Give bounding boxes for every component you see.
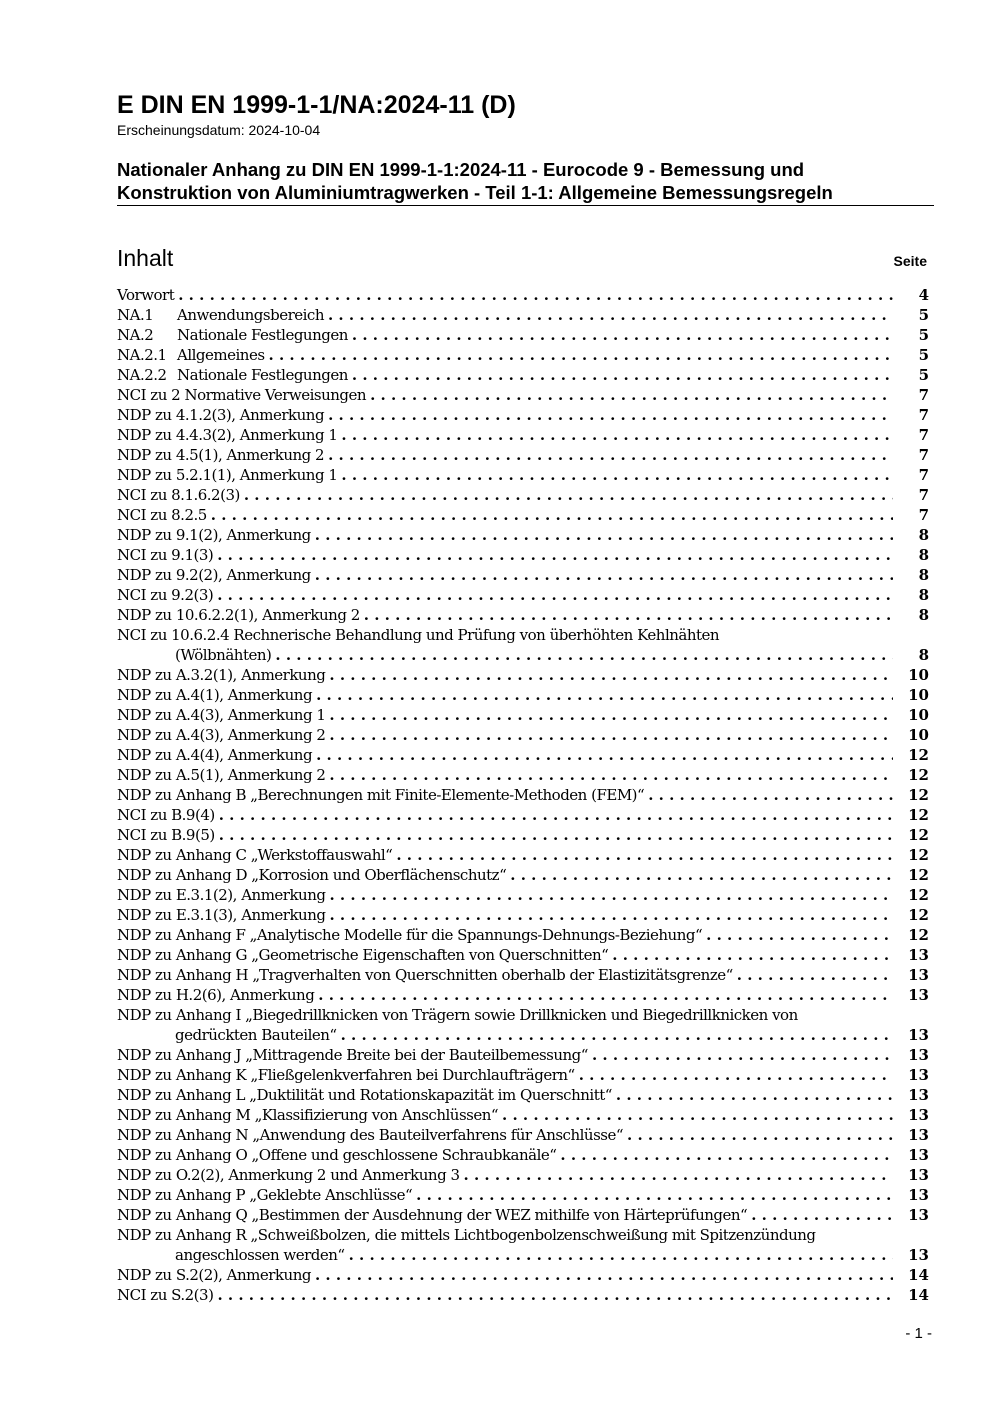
- toc-entry-title: [117, 925, 702, 945]
- toc-leader-dots: [416, 1185, 893, 1205]
- toc-entry-label: NDP zu Anhang K „Fließgelenkverfahren bei Durchlaufträgern“: [117, 1066, 575, 1084]
- toc-leader-dots: [315, 565, 893, 585]
- toc-entry-label: NCI zu 9.2(3): [117, 586, 214, 604]
- toc-entry[interactable]: [117, 425, 929, 445]
- toc-entry-label: NDP zu 4.4.3(2), Anmerkung 1: [117, 426, 338, 444]
- toc-leader-dots: [648, 785, 893, 805]
- toc-entry-label: Nationale Festlegungen: [177, 326, 348, 344]
- document-id: E DIN EN 1999-1-1/NA:2024-11 (D): [117, 91, 516, 119]
- toc-entry[interactable]: [117, 565, 929, 585]
- toc-leader-dots: [329, 905, 893, 925]
- toc-entry[interactable]: [117, 585, 929, 605]
- toc-entry-number: NA.2.1: [117, 346, 167, 364]
- toc-leader-dots: [341, 1025, 893, 1045]
- toc-leader-dots: [364, 605, 893, 625]
- toc-entry-label: NDP zu Anhang J „Mittragende Breite bei der Bauteilbemessung“: [117, 1046, 588, 1064]
- toc-entry-page: 8: [918, 586, 929, 604]
- toc-entry[interactable]: [117, 445, 929, 465]
- toc-entry-label: NDP zu Anhang O „Offene und geschlossene Schraubkanäle“: [117, 1146, 557, 1164]
- toc-entry-label: NCI zu 9.1(3): [117, 546, 214, 564]
- toc-entry-label: NDP zu A.4(1), Anmerkung: [117, 686, 313, 704]
- toc-entry-title: [117, 1045, 588, 1065]
- toc-entry-label: NDP zu A.4(3), Anmerkung 2: [117, 726, 326, 744]
- toc-entry[interactable]: [117, 1265, 929, 1285]
- toc-entry-title: [117, 1265, 311, 1285]
- toc-entry-title: [117, 665, 325, 685]
- toc-leader-dots: [217, 1285, 893, 1305]
- toc-entry-page: 7: [918, 446, 929, 464]
- toc-entry-title: [117, 1165, 460, 1185]
- toc-entry-label: NDP zu Anhang F „Analytische Modelle für die Spannungs-Dehnungs-Beziehung“: [117, 926, 703, 944]
- toc-entry-page: 8: [918, 546, 929, 564]
- toc-entry-label: NDP zu Anhang N „Anwendung des Bauteilverfahrens für Anschlüsse“: [117, 1126, 624, 1144]
- toc-entry-title: [117, 405, 324, 425]
- toc-entry-page: 5: [918, 306, 929, 324]
- toc-entry-page: 13: [908, 946, 929, 964]
- toc-entry[interactable]: [117, 965, 929, 985]
- toc-entry-label: NDP zu A.4(3), Anmerkung 1: [117, 706, 326, 724]
- toc-entry-page: 13: [908, 1246, 929, 1264]
- toc-entry[interactable]: [117, 1205, 929, 1225]
- toc-entry-title: [117, 1285, 213, 1305]
- toc-entry-title: [117, 545, 213, 565]
- toc-entry-page: 13: [908, 1206, 929, 1224]
- toc-entry-title-line-1: NCI zu 10.6.2.4 Rechnerische Behandlung und Prüfung von überhöhten Kehlnähten: [117, 626, 720, 644]
- toc-entry-label: NDP zu H.2(6), Anmerkung: [117, 986, 315, 1004]
- toc-entry[interactable]: [117, 325, 929, 345]
- toc-entry[interactable]: [117, 885, 929, 905]
- toc-entry-page: 5: [918, 366, 929, 384]
- toc-entry-label: NDP zu 4.5(1), Anmerkung 2: [117, 446, 325, 464]
- toc-entry-label: (Wölbnähten): [175, 646, 272, 664]
- toc-entry-title: [175, 1025, 337, 1045]
- toc-entry[interactable]: [117, 605, 929, 625]
- toc-entry-page: 14: [908, 1286, 929, 1304]
- toc-entry-page: 12: [908, 826, 929, 844]
- toc-leader-dots: [370, 385, 893, 405]
- toc-leader-dots: [352, 365, 893, 385]
- toc-entry-title: [117, 365, 348, 385]
- toc-entry-title: [117, 765, 325, 785]
- toc-entry-page: 13: [908, 1086, 929, 1104]
- toc-entry[interactable]: [117, 1165, 929, 1185]
- toc-entry[interactable]: [117, 805, 929, 825]
- toc-leader-dots: [352, 325, 893, 345]
- toc-entry-label: NDP zu 4.1.2(3), Anmerkung: [117, 406, 325, 424]
- toc-entry-page: 12: [908, 766, 929, 784]
- toc-leader-dots: [396, 845, 893, 865]
- publication-date: Erscheinungsdatum: 2024-10-04: [117, 122, 321, 138]
- toc-entry-label: NCI zu S.2(3): [117, 1286, 214, 1304]
- toc-leader-dots: [329, 705, 893, 725]
- toc-entry-page: 12: [908, 906, 929, 924]
- toc-entry-title: [117, 945, 608, 965]
- toc-entry[interactable]: [117, 465, 929, 485]
- toc-leader-dots: [329, 725, 893, 745]
- toc-entry-page: 12: [908, 866, 929, 884]
- toc-entry-title: [117, 885, 325, 905]
- toc-leader-dots: [315, 1265, 893, 1285]
- toc-entry-title: [117, 705, 325, 725]
- toc-leader-dots: [341, 465, 893, 485]
- toc-entry-label: NDP zu Anhang Q „Bestimmen der Ausdehnung der WEZ mithilfe von Härteprüfungen“: [117, 1206, 748, 1224]
- toc-leader-dots: [349, 1245, 893, 1265]
- toc-entry-page: 13: [908, 986, 929, 1004]
- toc-entry[interactable]: [117, 685, 929, 705]
- toc-entry-page: 10: [908, 666, 929, 684]
- toc-entry-title: [117, 565, 311, 585]
- toc-leader-dots: [751, 1205, 893, 1225]
- toc-entry-label: Nationale Festlegungen: [177, 366, 348, 384]
- toc-entry[interactable]: [117, 1285, 929, 1305]
- toc-entry-title: [117, 445, 324, 465]
- toc-entry-page: 13: [908, 1146, 929, 1164]
- toc-entry-page: 13: [908, 1066, 929, 1084]
- toc-leader-dots: [318, 985, 893, 1005]
- toc-leader-dots: [592, 1045, 893, 1065]
- toc-leader-dots: [328, 305, 893, 325]
- toc-entry[interactable]: [117, 365, 929, 385]
- toc-entry-label: NDP zu 9.2(2), Anmerkung: [117, 566, 311, 584]
- toc-entry-title: [117, 845, 392, 865]
- document-title: [117, 158, 937, 204]
- toc-entry-title: [117, 285, 174, 305]
- toc-leader-dots: [627, 1125, 893, 1145]
- toc-entry-label: NDP zu E.3.1(3), Anmerkung: [117, 906, 326, 924]
- toc-entry-label: NDP zu 9.1(2), Anmerkung: [117, 526, 311, 544]
- toc-entry[interactable]: [117, 625, 929, 665]
- toc-entry-title: [117, 685, 312, 705]
- toc-entry-page: 12: [908, 926, 929, 944]
- toc-entry-page: 12: [908, 806, 929, 824]
- toc-entry-number: NA.2.2: [117, 366, 167, 384]
- toc-entry-label: gedrückten Bauteilen“: [175, 1026, 337, 1044]
- page-number: - 1 -: [905, 1325, 932, 1342]
- table-of-contents: [117, 285, 929, 1305]
- toc-entry-label: NDP zu 10.6.2.2(1), Anmerkung 2: [117, 606, 360, 624]
- toc-leader-dots: [211, 505, 893, 525]
- toc-leader-dots: [316, 745, 893, 765]
- toc-entry-page: 8: [918, 646, 929, 664]
- toc-entry-title: [117, 865, 506, 885]
- toc-entry-title: [117, 1105, 498, 1125]
- toc-entry[interactable]: [117, 285, 929, 305]
- title-divider: [117, 205, 934, 206]
- toc-entry-label: Anwendungsbereich: [177, 306, 324, 324]
- toc-entry-number: NA.1: [117, 306, 154, 324]
- toc-entry[interactable]: [117, 925, 929, 945]
- toc-entry-page: 13: [908, 1186, 929, 1204]
- toc-entry-page: 14: [908, 1266, 929, 1284]
- toc-entry-title: [175, 1245, 345, 1265]
- toc-entry-title: [175, 645, 271, 665]
- toc-entry-page: 13: [908, 1126, 929, 1144]
- toc-leader-dots: [244, 485, 893, 505]
- toc-entry[interactable]: [117, 345, 929, 365]
- toc-entry[interactable]: [117, 905, 929, 925]
- toc-leader-dots: [217, 545, 893, 565]
- toc-entry-title: [117, 785, 644, 805]
- toc-entry[interactable]: [117, 825, 929, 845]
- toc-entry[interactable]: [117, 545, 929, 565]
- toc-entry[interactable]: [117, 405, 929, 425]
- toc-entry-label: NDP zu Anhang M „Klassifizierung von Anschlüssen“: [117, 1106, 499, 1124]
- toc-leader-dots: [612, 945, 893, 965]
- toc-entry-label: NCI zu 8.2.5: [117, 506, 207, 524]
- toc-entry-title: [117, 1125, 623, 1145]
- toc-entry-title: [117, 325, 348, 345]
- toc-entry-label: NDP zu Anhang C „Werkstoffauswahl“: [117, 846, 393, 864]
- toc-entry-label: NCI zu 2 Normative Verweisungen: [117, 386, 367, 404]
- toc-leader-dots: [316, 685, 893, 705]
- toc-leader-dots: [502, 1105, 893, 1125]
- toc-leader-dots: [178, 285, 893, 305]
- toc-entry-page: 13: [908, 1106, 929, 1124]
- toc-leader-dots: [329, 765, 893, 785]
- toc-entry[interactable]: [117, 305, 929, 325]
- toc-entry-title: [117, 425, 337, 445]
- toc-entry-label: Vorwort: [117, 286, 175, 304]
- toc-entry-page: 12: [908, 846, 929, 864]
- toc-entry-page: 13: [908, 1166, 929, 1184]
- toc-entry-page: 7: [918, 406, 929, 424]
- toc-entry-page: 7: [918, 466, 929, 484]
- toc-leader-dots: [315, 525, 893, 545]
- toc-entry[interactable]: [117, 485, 929, 505]
- toc-entry-page: 13: [908, 1046, 929, 1064]
- toc-entry-title: [117, 805, 215, 825]
- toc-entry-label: NDP zu S.2(2), Anmerkung: [117, 1266, 311, 1284]
- toc-leader-dots: [560, 1145, 893, 1165]
- toc-entry-title-line-1: NDP zu Anhang R „Schweißbolzen, die mittels Lichtbogenbolzenschweißung mit Spitzenzündung: [117, 1226, 816, 1244]
- toc-entry-page: 10: [908, 706, 929, 724]
- toc-leader-dots: [706, 925, 893, 945]
- toc-leader-dots: [219, 805, 893, 825]
- toc-entry-title: [117, 905, 325, 925]
- toc-leader-dots: [219, 825, 893, 845]
- toc-entry[interactable]: [117, 1065, 929, 1085]
- toc-entry-page: 8: [918, 606, 929, 624]
- toc-leader-dots: [329, 885, 893, 905]
- toc-entry[interactable]: [117, 1145, 929, 1165]
- toc-entry[interactable]: [117, 985, 929, 1005]
- toc-entry-page: 7: [918, 426, 929, 444]
- toc-entry-page: 10: [908, 726, 929, 744]
- toc-entry-title: [117, 485, 240, 505]
- toc-entry[interactable]: [117, 1045, 929, 1065]
- toc-entry-label: NDP zu Anhang L „Duktilität und Rotationskapazität im Querschnitt“: [117, 1086, 612, 1104]
- toc-entry-title: [117, 605, 360, 625]
- toc-entry[interactable]: [117, 865, 929, 885]
- toc-entry-title: [117, 1065, 575, 1085]
- toc-entry[interactable]: [117, 385, 929, 405]
- toc-entry-title: [117, 725, 325, 745]
- toc-entry-page: 12: [908, 886, 929, 904]
- toc-entry-page: 10: [908, 686, 929, 704]
- toc-header: [117, 243, 927, 275]
- toc-leader-dots: [269, 345, 893, 365]
- toc-entry-title: [117, 345, 265, 365]
- toc-entry-label: NCI zu B.9(5): [117, 826, 215, 844]
- toc-leader-dots: [616, 1085, 893, 1105]
- toc-entry-title: [117, 1185, 412, 1205]
- toc-entry[interactable]: [117, 1185, 929, 1205]
- toc-entry-page: 8: [918, 566, 929, 584]
- toc-leader-dots: [328, 405, 893, 425]
- toc-entry[interactable]: [117, 705, 929, 725]
- toc-entry-page: 7: [918, 506, 929, 524]
- toc-entry[interactable]: [117, 745, 929, 765]
- toc-entry[interactable]: [117, 845, 929, 865]
- toc-entry-page: 12: [908, 746, 929, 764]
- toc-entry-title: [117, 985, 314, 1005]
- toc-entry[interactable]: [117, 785, 929, 805]
- toc-entry-label: NDP zu Anhang G „Geometrische Eigenschaften von Querschnitten“: [117, 946, 609, 964]
- toc-entry[interactable]: [117, 1105, 929, 1125]
- toc-entry-label: NDP zu A.3.2(1), Anmerkung: [117, 666, 326, 684]
- toc-entry-title: [117, 825, 215, 845]
- toc-entry-label: NDP zu O.2(2), Anmerkung 2 und Anmerkung 3: [117, 1166, 460, 1184]
- toc-entry-page: 13: [908, 966, 929, 984]
- toc-entry-title: [117, 1205, 747, 1225]
- document-title-line-2: Konstruktion von Aluminiumtragwerken - Teil 1-1: Allgemeine Bemessungsregeln: [117, 182, 833, 203]
- toc-entry[interactable]: [117, 725, 929, 745]
- toc-entry[interactable]: [117, 525, 929, 545]
- toc-leader-dots: [510, 865, 893, 885]
- toc-entry-title: [117, 1145, 556, 1165]
- toc-entry[interactable]: [117, 505, 929, 525]
- toc-entry-label: Allgemeines: [177, 346, 265, 364]
- toc-entry-title: [117, 965, 733, 985]
- toc-leader-dots: [464, 1165, 894, 1185]
- toc-leader-dots: [275, 645, 893, 665]
- toc-heading: Inhalt: [117, 245, 174, 271]
- toc-entry-label: NDP zu Anhang D „Korrosion und Oberflächenschutz“: [117, 866, 507, 884]
- toc-entry-label: NDP zu A.5(1), Anmerkung 2: [117, 766, 326, 784]
- toc-entry-title: [117, 525, 311, 545]
- toc-entry-title: [117, 505, 207, 525]
- toc-entry-page: 7: [918, 486, 929, 504]
- toc-entry-page: 12: [908, 786, 929, 804]
- toc-entry-title: [117, 305, 324, 325]
- toc-entry-page: 8: [918, 526, 929, 544]
- toc-entry-page: 13: [908, 1026, 929, 1044]
- toc-leader-dots: [329, 665, 893, 685]
- toc-entry-title: [117, 745, 312, 765]
- toc-leader-dots: [341, 425, 893, 445]
- toc-leader-dots: [579, 1065, 893, 1085]
- toc-entry-page: 5: [918, 346, 929, 364]
- toc-entry[interactable]: [117, 1005, 929, 1045]
- toc-entry[interactable]: [117, 665, 929, 685]
- document-title-line-1: Nationaler Anhang zu DIN EN 1999-1-1:2024-11 - Eurocode 9 - Bemessung und: [117, 159, 805, 180]
- toc-entry-title: [117, 385, 366, 405]
- toc-entry[interactable]: [117, 1085, 929, 1105]
- toc-entry-title: [117, 465, 337, 485]
- toc-entry-page: 5: [918, 326, 929, 344]
- toc-leader-dots: [737, 965, 893, 985]
- toc-entry-label: NCI zu 8.1.6.2(3): [117, 486, 240, 504]
- toc-entry-label: NDP zu A.4(4), Anmerkung: [117, 746, 313, 764]
- toc-leader-dots: [217, 585, 893, 605]
- toc-leader-dots: [328, 445, 893, 465]
- toc-entry-title: [117, 1085, 612, 1105]
- toc-entry-title-line-1: NDP zu Anhang I „Biegedrillknicken von Trägern sowie Drillknicken und Biegedrillknicken von: [117, 1006, 798, 1024]
- toc-page-column-label: Seite: [893, 253, 927, 269]
- toc-entry[interactable]: [117, 945, 929, 965]
- toc-entry-title: [117, 585, 213, 605]
- toc-entry-label: NCI zu B.9(4): [117, 806, 215, 824]
- toc-entry-label: NDP zu Anhang P „Geklebte Anschlüsse“: [117, 1186, 413, 1204]
- toc-entry-label: NDP zu Anhang H „Tragverhalten von Querschnitten oberhalb der Elastizitätsgrenze“: [117, 966, 733, 984]
- toc-entry-label: NDP zu E.3.1(2), Anmerkung: [117, 886, 326, 904]
- toc-entry[interactable]: [117, 1125, 929, 1145]
- toc-entry-page: 4: [918, 286, 929, 304]
- toc-entry-label: NDP zu Anhang B „Berechnungen mit Finite-Elemente-Methoden (FEM)“: [117, 786, 645, 804]
- toc-entry[interactable]: [117, 765, 929, 785]
- toc-entry-number: NA.2: [117, 326, 154, 344]
- toc-entry-label: NDP zu 5.2.1(1), Anmerkung 1: [117, 466, 338, 484]
- toc-entry-label: angeschlossen werden“: [175, 1246, 345, 1264]
- toc-entry-page: 7: [918, 386, 929, 404]
- toc-entry[interactable]: [117, 1225, 929, 1265]
